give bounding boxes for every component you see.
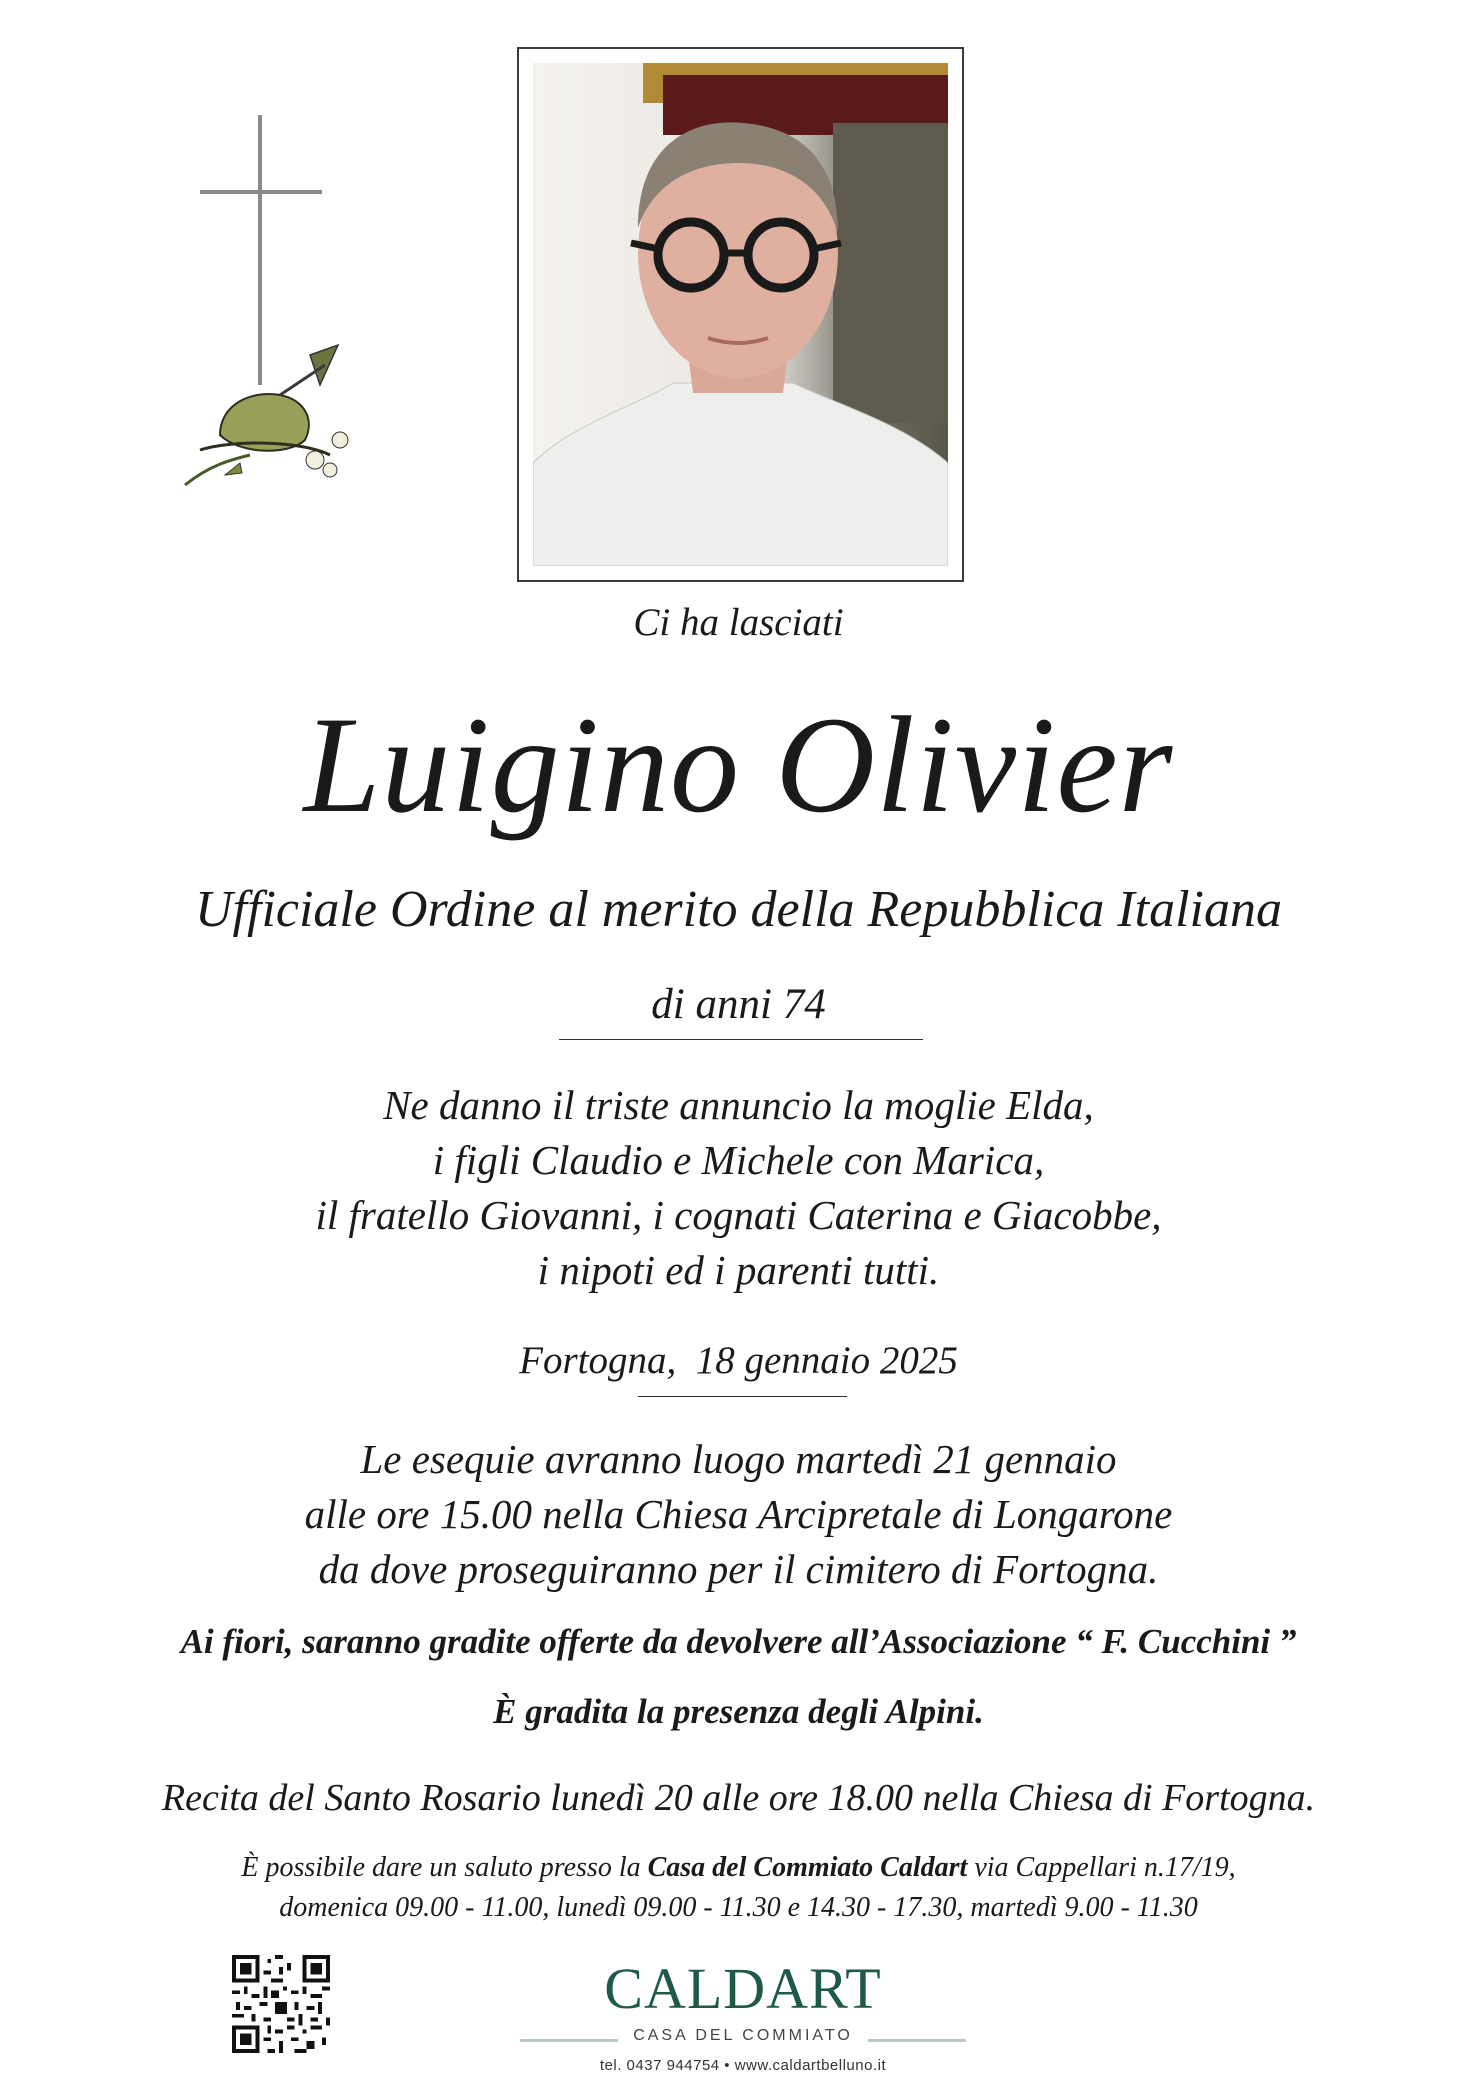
announcement-line: i nipoti ed i parenti tutti. — [537, 1247, 940, 1293]
deceased-name: Luigino Olivier — [303, 688, 1174, 841]
funeral-home-name: Casa del Commiato Caldart — [647, 1852, 968, 1883]
funeral-line: Le esequie avranno luogo martedì 21 gennaio — [360, 1436, 1117, 1482]
logo-contact: tel. 0437 944754 • www.caldartbelluno.it — [599, 2057, 887, 2074]
flowers-note: Ai fiori, saranno gradite offerte da devolvere all’Associazione “ F. Cucchini ” — [180, 1622, 1297, 1661]
funeral-line: alle ore 15.00 nella Chiesa Arcipretale di Longarone — [304, 1491, 1173, 1537]
announcement — [0, 1078, 1477, 1298]
divider — [559, 1039, 923, 1040]
announcement-line: il fratello Giovanni, i cognati Caterina e Giacobbe, — [315, 1192, 1162, 1238]
divider — [638, 1396, 847, 1397]
honor-title: Ufficiale Ordine al merito della Repubblica Italiana — [195, 881, 1282, 938]
visitation-hours: domenica 09.00 - 11.00, lunedì 09.00 - 11.30 e 14.30 - 17.30, martedì 9.00 - 11.30 — [279, 1892, 1198, 1923]
funeral-info — [0, 1432, 1477, 1597]
place-date: Fortogna, 18 gennaio 2025 — [519, 1339, 958, 1382]
portrait-frame — [517, 47, 964, 582]
visitation-info — [0, 1848, 1477, 1928]
announcement-line: Ne danno il triste annuncio la moglie Elda, — [383, 1082, 1094, 1128]
cross-with-alpine-hat-icon — [170, 110, 370, 510]
logo-name: CALDART — [604, 1956, 882, 2021]
logo-line-right — [868, 2039, 966, 2042]
funeral-home-logo — [520, 1955, 966, 2080]
logo-subtitle: CASA DEL COMMIATO — [633, 2027, 853, 2044]
visitation-line: È possibile dare un saluto presso la Casa del Commiato Caldart via Cappellari n.17/19, — [241, 1852, 1236, 1883]
portrait-photo — [533, 63, 948, 566]
rosary-info: Recita del Santo Rosario lunedì 20 alle ore 18.00 nella Chiesa di Fortogna. — [161, 1777, 1316, 1819]
age-text: di anni 74 — [651, 981, 826, 1028]
funeral-line: da dove proseguiranno per il cimitero di Fortogna. — [318, 1546, 1159, 1592]
announcement-line: i figli Claudio e Michele con Marica, — [432, 1137, 1045, 1183]
intro-text: Ci ha lasciati — [633, 601, 844, 644]
alpini-note: È gradita la presenza degli Alpini. — [493, 1692, 984, 1731]
qr-code-icon[interactable] — [232, 1955, 330, 2053]
